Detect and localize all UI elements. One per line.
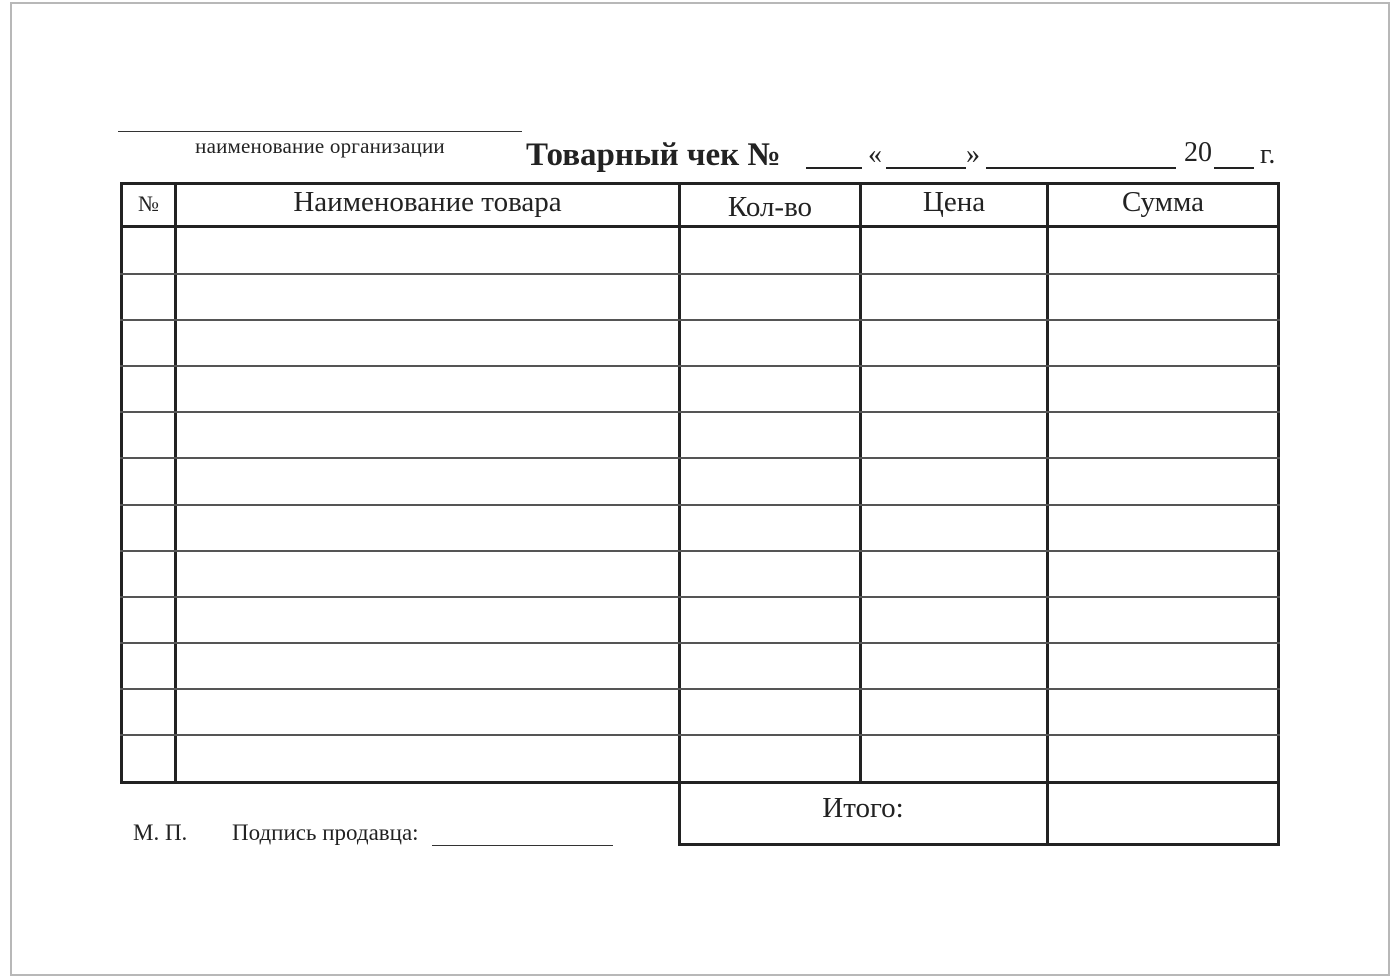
- year-field[interactable]: [1214, 167, 1254, 169]
- cell-product-name[interactable]: [177, 551, 678, 597]
- cell-price[interactable]: [862, 228, 1046, 274]
- quote-open: «: [868, 139, 882, 170]
- cell-product-name[interactable]: [177, 412, 678, 458]
- table-row: [120, 597, 1280, 643]
- cell-quantity[interactable]: [681, 735, 859, 781]
- total-label: Итого:: [822, 792, 904, 824]
- cell-quantity[interactable]: [681, 366, 859, 412]
- cell-product-name[interactable]: [177, 228, 678, 274]
- table-row: [120, 505, 1280, 551]
- cell-sum[interactable]: [1049, 689, 1277, 735]
- cell-price[interactable]: [862, 274, 1046, 320]
- cell-number[interactable]: [123, 320, 174, 366]
- cell-product-name[interactable]: [177, 274, 678, 320]
- seller-signature-label: Подпись продавца:: [232, 820, 419, 845]
- cell-price[interactable]: [862, 458, 1046, 504]
- cell-product-name[interactable]: [177, 643, 678, 689]
- cell-number[interactable]: [123, 735, 174, 781]
- cell-number[interactable]: [123, 505, 174, 551]
- cell-sum[interactable]: [1049, 366, 1277, 412]
- table-row: [120, 551, 1280, 597]
- table-row: [120, 689, 1280, 735]
- cell-quantity[interactable]: [681, 274, 859, 320]
- cell-quantity[interactable]: [681, 551, 859, 597]
- cell-sum[interactable]: [1049, 505, 1277, 551]
- table-row: [120, 412, 1280, 458]
- organization-name-line[interactable]: [118, 131, 522, 132]
- cell-price[interactable]: [862, 320, 1046, 366]
- cell-number[interactable]: [123, 643, 174, 689]
- cell-product-name[interactable]: [177, 366, 678, 412]
- cell-price[interactable]: [862, 643, 1046, 689]
- cell-sum[interactable]: [1049, 412, 1277, 458]
- seller-signature-line[interactable]: [432, 845, 613, 846]
- cell-product-name[interactable]: [177, 735, 678, 781]
- table-row: [120, 228, 1280, 274]
- cell-product-name[interactable]: [177, 597, 678, 643]
- cell-sum[interactable]: [1049, 551, 1277, 597]
- cell-number[interactable]: [123, 412, 174, 458]
- cell-price[interactable]: [862, 689, 1046, 735]
- cell-quantity[interactable]: [681, 643, 859, 689]
- total-amount-cell[interactable]: [1049, 782, 1277, 843]
- cell-sum[interactable]: [1049, 274, 1277, 320]
- cell-price[interactable]: [862, 505, 1046, 551]
- total-border-bottom: [678, 843, 1280, 846]
- cell-number[interactable]: [123, 228, 174, 274]
- header-number: №: [138, 191, 159, 216]
- total-block: [678, 782, 1280, 846]
- cell-quantity[interactable]: [681, 689, 859, 735]
- cell-number[interactable]: [123, 458, 174, 504]
- cell-quantity[interactable]: [681, 597, 859, 643]
- cell-sum[interactable]: [1049, 735, 1277, 781]
- cell-sum[interactable]: [1049, 643, 1277, 689]
- goods-table: [120, 182, 1280, 784]
- cell-price[interactable]: [862, 366, 1046, 412]
- cell-quantity[interactable]: [681, 458, 859, 504]
- cell-number[interactable]: [123, 366, 174, 412]
- cell-quantity[interactable]: [681, 320, 859, 366]
- cell-product-name[interactable]: [177, 458, 678, 504]
- quote-close: »: [966, 139, 980, 170]
- header-price: Цена: [922, 186, 986, 218]
- table-row: [120, 274, 1280, 320]
- month-field[interactable]: [986, 167, 1176, 169]
- cell-product-name[interactable]: [177, 320, 678, 366]
- cell-sum[interactable]: [1049, 597, 1277, 643]
- day-field[interactable]: [886, 167, 966, 169]
- year-prefix: 20: [1184, 137, 1212, 168]
- total-border-right: [1277, 782, 1280, 846]
- cell-quantity[interactable]: [681, 505, 859, 551]
- table-row: [120, 643, 1280, 689]
- stamp-place-label: М. П.: [133, 820, 188, 845]
- header-sum: Сумма: [1121, 186, 1205, 218]
- cell-number[interactable]: [123, 274, 174, 320]
- cell-quantity[interactable]: [681, 228, 859, 274]
- table-row: [120, 735, 1280, 781]
- table-row: [120, 320, 1280, 366]
- receipt-number-field[interactable]: [806, 167, 862, 169]
- header-product-name: Наименование товара: [293, 186, 562, 218]
- cell-product-name[interactable]: [177, 505, 678, 551]
- year-suffix: г.: [1260, 139, 1276, 170]
- cell-sum[interactable]: [1049, 320, 1277, 366]
- table-row: [120, 458, 1280, 504]
- table-row: [120, 366, 1280, 412]
- cell-price[interactable]: [862, 412, 1046, 458]
- cell-product-name[interactable]: [177, 689, 678, 735]
- receipt-title: Товарный чек №: [526, 137, 781, 173]
- cell-quantity[interactable]: [681, 412, 859, 458]
- organization-caption: наименование организации: [195, 134, 445, 158]
- cell-price[interactable]: [862, 551, 1046, 597]
- cell-number[interactable]: [123, 551, 174, 597]
- cell-sum[interactable]: [1049, 228, 1277, 274]
- cell-price[interactable]: [862, 735, 1046, 781]
- cell-price[interactable]: [862, 597, 1046, 643]
- receipt-title-row: [520, 137, 1280, 177]
- cell-number[interactable]: [123, 597, 174, 643]
- cell-number[interactable]: [123, 689, 174, 735]
- cell-sum[interactable]: [1049, 458, 1277, 504]
- header-quantity: Кол-во: [727, 191, 813, 223]
